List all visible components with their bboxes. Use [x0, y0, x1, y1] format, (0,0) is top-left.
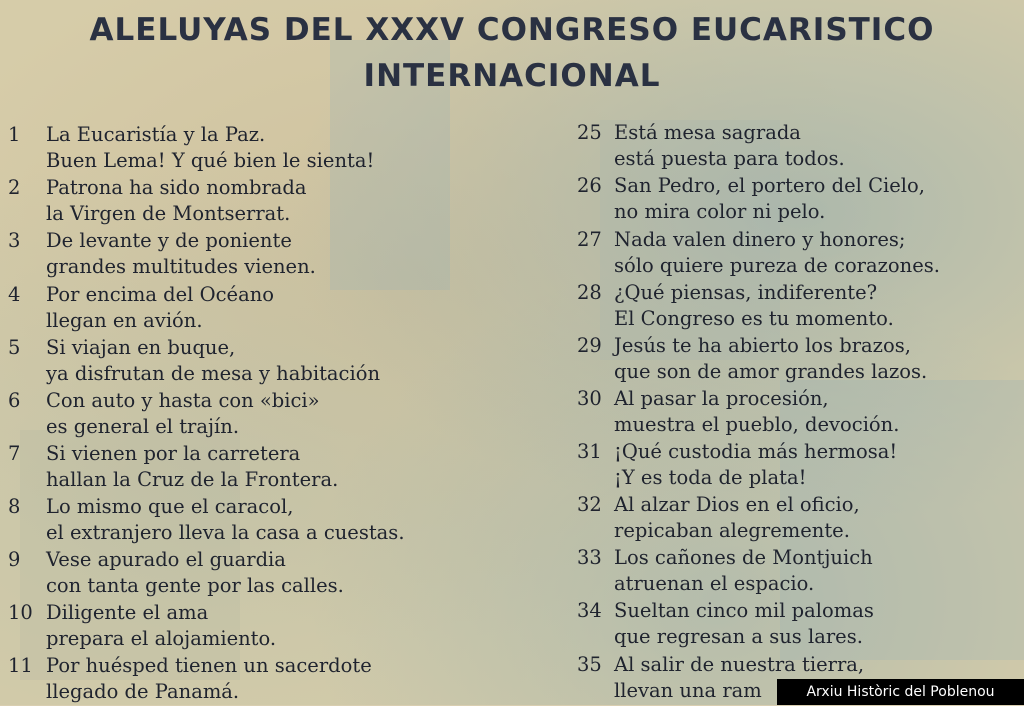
- verse-item: [577, 439, 1017, 493]
- verse-line: Buen Lema! Y qué bien le sienta!: [46, 149, 375, 172]
- verse-number: 9: [8, 548, 21, 571]
- verse-item: [577, 120, 1017, 174]
- verse-line: Diligente el ama: [46, 601, 209, 624]
- verse-line: Sueltan cinco mil palomas: [614, 599, 874, 622]
- verse-line: Al salir de nuestra tierra,: [614, 653, 865, 676]
- verse-number: 7: [8, 442, 21, 465]
- verse-line: La Eucaristía y la Paz.: [46, 123, 266, 146]
- verse-line: llevan una ram: [614, 679, 762, 702]
- verse-item: [8, 494, 488, 548]
- verse-line: Por huésped tienen un sacerdote: [46, 654, 372, 677]
- verse-item: [577, 227, 1017, 281]
- verse-line: prepara el alojamiento.: [46, 627, 277, 650]
- verse-item: [577, 280, 1017, 334]
- verse-item: [577, 333, 1017, 387]
- verse-line: ¡Y es toda de plata!: [614, 466, 807, 489]
- verse-number: 35: [577, 653, 602, 676]
- verse-number: 27: [577, 228, 602, 251]
- verse-line: Lo mismo que el caracol,: [46, 495, 294, 518]
- verse-item: [8, 653, 488, 705]
- verse-line: repicaban alegremente.: [614, 519, 850, 542]
- verse-line: la Virgen de Montserrat.: [46, 202, 291, 225]
- verse-line: Con auto y hasta con «bici»: [46, 389, 320, 412]
- verse-number: 25: [577, 121, 602, 144]
- verse-line: ¡Qué custodia más hermosa!: [614, 440, 898, 463]
- archive-credit-label: Arxiu Històric del Poblenou: [777, 679, 1024, 705]
- verse-line: es general el trajín.: [46, 415, 240, 438]
- verse-line: Nada valen dinero y honores;: [614, 228, 906, 251]
- verse-item: [8, 388, 488, 442]
- document-title-line-1: ALELUYAS DEL XXXV CONGRESO EUCARISTICO: [89, 12, 935, 48]
- verse-item: [8, 228, 488, 282]
- verse-number: 31: [577, 440, 602, 463]
- verse-item: [577, 386, 1017, 440]
- verse-line: muestra el pueblo, devoción.: [614, 413, 900, 436]
- verse-line: hallan la Cruz de la Frontera.: [46, 468, 339, 491]
- verse-line: ¿Qué piensas, indiferente?: [614, 281, 878, 304]
- verse-number: 10: [8, 601, 33, 624]
- verse-number: 30: [577, 387, 602, 410]
- verse-line: Los cañones de Montjuich: [614, 546, 873, 569]
- verse-item: [8, 547, 488, 601]
- verse-line: Está mesa sagrada: [614, 121, 801, 144]
- document-title-line-2: INTERNACIONAL: [363, 58, 661, 94]
- verse-number: 8: [8, 495, 21, 518]
- verse-line: Jesús te ha abierto los brazos,: [614, 334, 911, 357]
- verse-number: 3: [8, 229, 21, 252]
- verse-number: 2: [8, 176, 21, 199]
- verse-line: San Pedro, el portero del Cielo,: [614, 174, 925, 197]
- verse-line: el extranjero lleva la casa a cuestas.: [46, 521, 405, 544]
- verse-number: 6: [8, 389, 21, 412]
- verse-item: [577, 492, 1017, 546]
- verse-line: con tanta gente por las calles.: [46, 574, 344, 597]
- verse-line: que son de amor grandes lazos.: [614, 360, 928, 383]
- verse-line: Patrona ha sido nombrada: [46, 176, 307, 199]
- verse-number: 34: [577, 599, 602, 622]
- verse-line: llegado de Panamá.: [46, 680, 240, 703]
- verse-line: sólo quiere pureza de corazones.: [614, 254, 940, 277]
- verse-item: [8, 335, 488, 389]
- verse-item: [8, 282, 488, 336]
- verse-number: 29: [577, 334, 602, 357]
- verse-number: 11: [8, 654, 33, 677]
- verse-line: Al pasar la procesión,: [614, 387, 829, 410]
- verse-line: Al alzar Dios en el oficio,: [614, 493, 860, 516]
- verse-line: El Congreso es tu momento.: [614, 307, 894, 330]
- verse-item: [8, 122, 488, 176]
- verse-item: [577, 173, 1017, 227]
- verse-item: [8, 600, 488, 654]
- verse-number: 32: [577, 493, 602, 516]
- verse-item: [8, 441, 488, 495]
- verse-item: [577, 598, 1017, 652]
- verse-number: 1: [8, 123, 21, 146]
- verse-number: 4: [8, 283, 21, 306]
- verse-line: Si viajan en buque,: [46, 336, 236, 359]
- verse-number: 33: [577, 546, 602, 569]
- verse-number: 28: [577, 281, 602, 304]
- verse-number: 5: [8, 336, 21, 359]
- verse-line: Si vienen por la carretera: [46, 442, 301, 465]
- verse-line: no mira color ni pelo.: [614, 200, 826, 223]
- verse-line: grandes multitudes vienen.: [46, 255, 316, 278]
- verse-line: De levante y de poniente: [46, 229, 292, 252]
- verse-line: está puesta para todos.: [614, 147, 845, 170]
- verse-item: [8, 175, 488, 229]
- verse-item: [577, 545, 1017, 599]
- verse-line: llegan en avión.: [46, 309, 203, 332]
- verse-line: Vese apurado el guardia: [46, 548, 286, 571]
- verse-number: 26: [577, 174, 602, 197]
- verse-line: Por encima del Océano: [46, 283, 274, 306]
- verse-line: que regresan a sus lares.: [614, 625, 863, 648]
- verse-line: atruenan el espacio.: [614, 572, 815, 595]
- verse-line: ya disfrutan de mesa y habitación: [46, 362, 381, 385]
